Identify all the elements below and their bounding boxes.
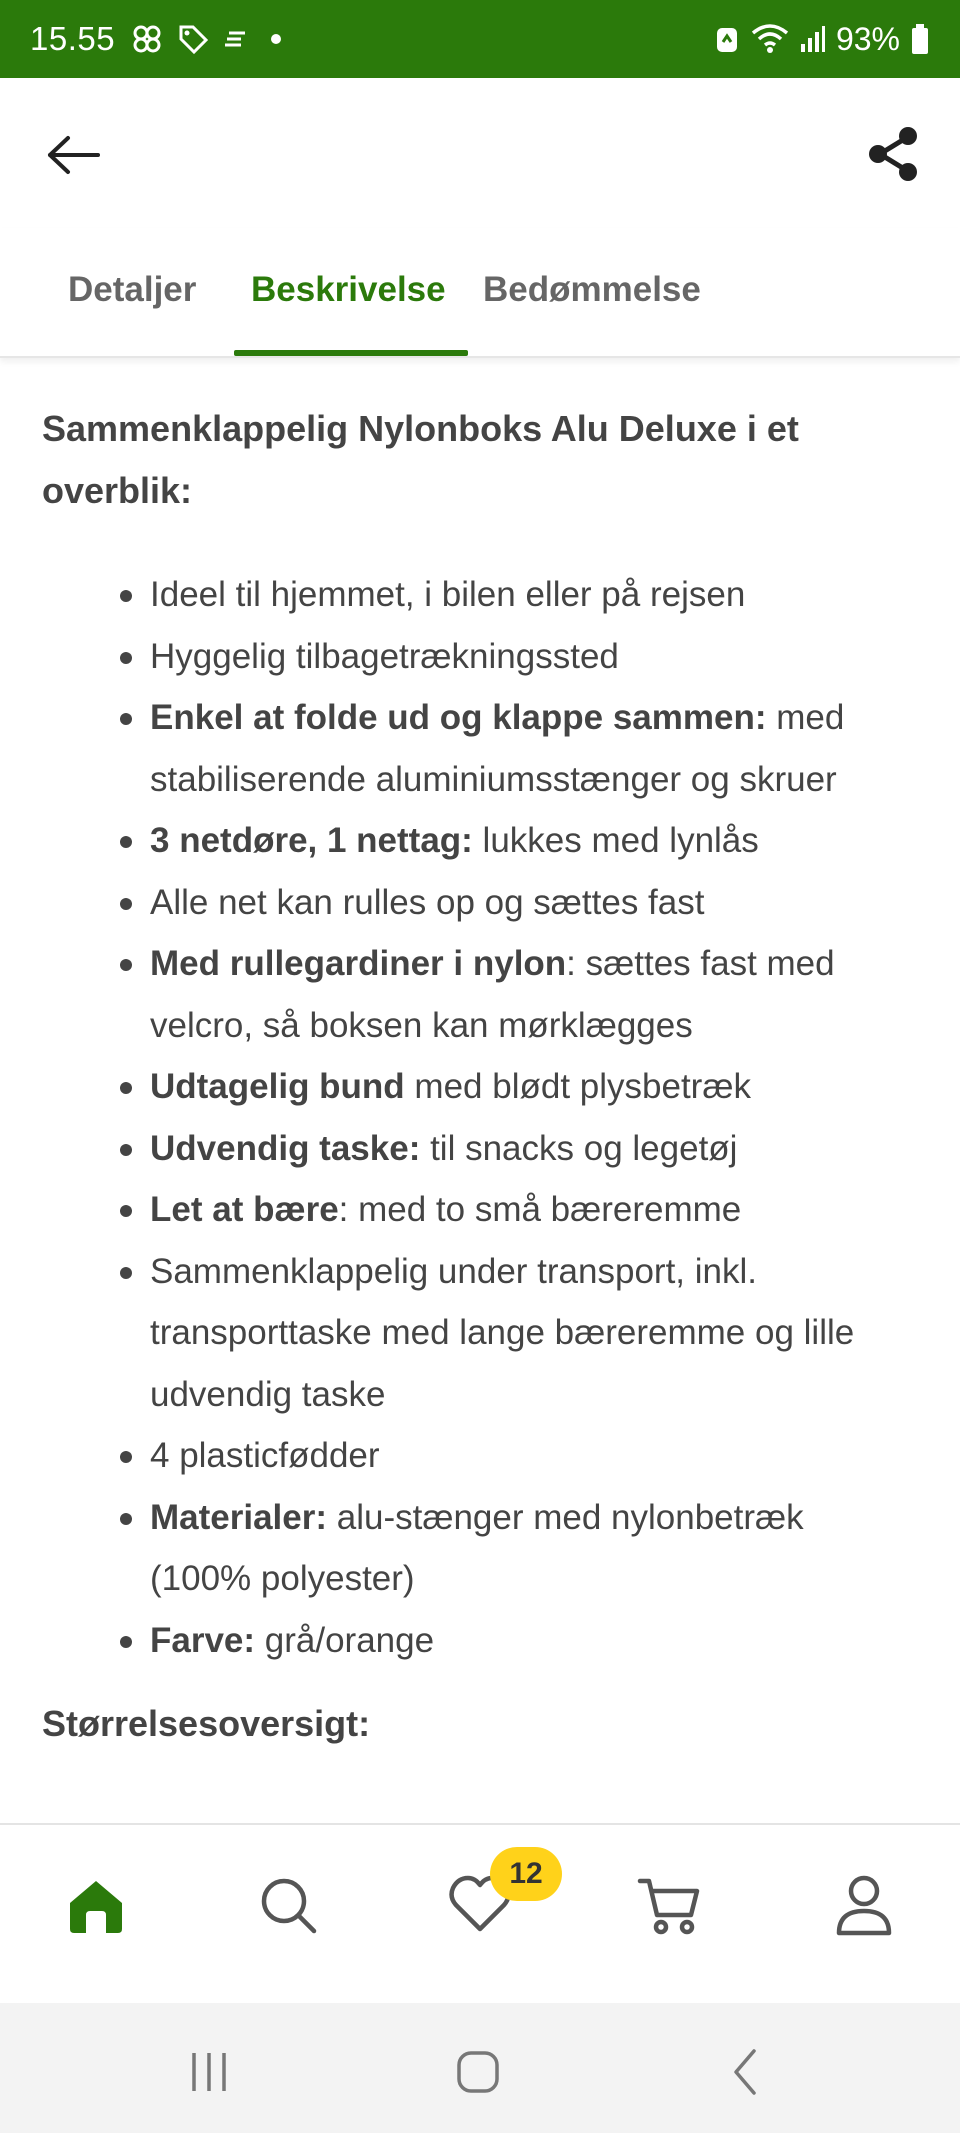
- tag-icon: [177, 23, 209, 55]
- tab-beskrivelse[interactable]: Beskrivelse: [251, 270, 446, 309]
- battery-icon: [910, 23, 930, 55]
- list-item: 4 plasticfødder: [150, 1425, 898, 1487]
- nav-search[interactable]: [248, 1865, 328, 1945]
- tab-bedommelse[interactable]: Bedømmelse: [483, 270, 701, 309]
- tab-bar: [0, 228, 960, 358]
- tab-detaljer[interactable]: Detaljer: [68, 270, 197, 309]
- wishlist-count-badge: 12: [490, 1847, 562, 1901]
- cart-icon: [637, 1873, 703, 1937]
- feature-list: [42, 564, 918, 1671]
- description-heading: Sammenklappelig Nylonboks Alu Deluxe i et overblik:: [42, 408, 799, 511]
- list-item: Enkel at folde ud og klappe sammen: med stabiliserende aluminiumsstænger og skruer: [150, 687, 898, 810]
- wifi-icon: [750, 23, 790, 55]
- home-icon: [64, 1873, 128, 1937]
- dot-icon: [263, 26, 289, 52]
- profile-icon: [834, 1873, 894, 1937]
- system-back-icon: [722, 2047, 772, 2097]
- description-content[interactable]: [0, 358, 960, 1823]
- list-item: Udvendig taske: til snacks og legetøj: [150, 1118, 898, 1180]
- battery-percent: 93%: [835, 20, 900, 57]
- bottom-navigation: [0, 1823, 960, 2003]
- status-time: 15.55: [30, 20, 116, 57]
- system-home-button[interactable]: [443, 2037, 513, 2107]
- list-item: Materialer: alu-stænger med nylonbetræk (100% polyester): [150, 1487, 898, 1610]
- list-item: 3 netdøre, 1 nettag: lukkes med lynlås: [150, 810, 898, 872]
- nav-profile[interactable]: [824, 1865, 904, 1945]
- notification-icons: [131, 23, 289, 55]
- nav-home[interactable]: [56, 1865, 136, 1945]
- system-navigation-bar: [0, 2003, 960, 2133]
- battery-saver-icon: [714, 24, 740, 54]
- list-item: Med rullegardiner i nylon: sættes fast med velcro, så boksen kan mørklægges: [150, 933, 898, 1056]
- list-item: Udtagelig bund med blødt plysbetræk: [150, 1056, 898, 1118]
- recent-apps-icon: [184, 2047, 234, 2097]
- status-bar: [0, 0, 960, 78]
- active-tab-indicator: [234, 350, 468, 356]
- share-icon: [864, 124, 924, 184]
- system-back-button[interactable]: [712, 2037, 782, 2107]
- system-home-icon: [453, 2047, 503, 2097]
- back-button[interactable]: [40, 130, 110, 180]
- size-overview-heading: Størrelsesoversigt:: [42, 1703, 371, 1744]
- list-item: Ideel til hjemmet, i bilen eller på rejsen: [150, 564, 898, 626]
- app-bar: [0, 78, 960, 228]
- share-button[interactable]: [864, 124, 924, 184]
- recent-apps-button[interactable]: [174, 2037, 244, 2107]
- arrow-left-icon: [40, 130, 110, 180]
- list-item: Hyggelig tilbagetrækningssted: [150, 626, 898, 688]
- signal-icon: [800, 24, 826, 54]
- pinwheel-icon: [131, 23, 163, 55]
- menu-notification-icon: [223, 26, 249, 52]
- list-item: Alle net kan rulles op og sættes fast: [150, 872, 898, 934]
- list-item: Farve: grå/orange: [150, 1610, 898, 1672]
- search-icon: [256, 1873, 320, 1937]
- list-item: Sammenklappelig under transport, inkl. transporttaske med lange bæreremme og lille udvendig taske: [150, 1241, 898, 1426]
- list-item: Let at bære: med to små bæreremme: [150, 1179, 898, 1241]
- nav-cart[interactable]: [630, 1865, 710, 1945]
